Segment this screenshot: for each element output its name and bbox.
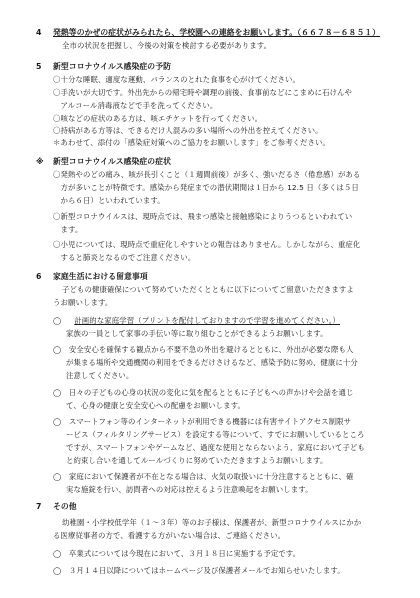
section-6-item: ◯ 日々の子どもの心身の状況の変化に気を配るとともに子どもへの声かけや会話を通じ (53, 388, 354, 397)
section-7-title: その他 (53, 502, 77, 511)
note-section-line: 〇発熱やのどの痛み、咳が長引くこと（１週間前後）が多く、強いだるさ（倦怠感）がある (53, 170, 361, 179)
bullet-icon: ◯ (53, 316, 62, 325)
note-section-line: 〇小児については、現時点で重症化しやすいとの報告はありません。しかしながら、重症化 (53, 240, 361, 249)
note-section-line: すると肺炎となるのでご注意ください。 (53, 253, 196, 262)
note-section-line: 方が多いことが特徴です。感染から発症までの潜伏期間は１日から 12.5 日（多くは５日 (53, 183, 359, 192)
note-section-line: ます。 (53, 225, 83, 234)
section-5-line: 〇十分な睡眠、適度な運動、バランスのとれた食事を心がけてください。 (53, 75, 300, 84)
section-5-number: 5 (36, 62, 42, 71)
section-5-note: ＊あわせて、添付の「感染症対策へのご協力をお願いします」をご参考ください。 (53, 138, 331, 147)
section-7-line: る医療従事者の方で、看護する方がいない場合は、ご連絡ください。 (53, 531, 286, 540)
note-section-title: 新型コロナウイルス感染症の症状 (53, 157, 171, 166)
section-6-intro: 子どもの健康確保について努めていただくとともに以下についてご留意いただきますよ (62, 285, 354, 294)
section-7-line: 幼稚園・小学校低学年（１～３年）等のお子様は、保護者が、新型コロナウイルスにかか (62, 518, 362, 527)
section-6-item-continued: ービス（フィルタリングサービス）を設定する等について、すでにお願いしているところ (66, 430, 365, 439)
home-study-underlined-text: 計画的な家庭学習（プリントを配付しておりますので学習を進めてください。） (74, 316, 340, 325)
section-6-item-continued: 注意してください。 (66, 371, 134, 380)
section-5-line: 〇持病がある方等は、できるだけ人混みの多い場所への外出を控えてください。 (53, 126, 323, 135)
section-6-item: ◯ 安全安心を確保する観点から不要不急の外出を避けるとともに、外出が必要な際も人 (53, 345, 354, 354)
section-5-title: 新型コロナウイルス感染症の予防 (53, 62, 171, 71)
section-5-line: 〇手洗いが大切です。外出先からの帰宅時や調理の前後、食事前などにこまめに石けんや (53, 88, 353, 97)
section-5-line: アルコール消毒液などで手を洗ってください。 (53, 101, 218, 110)
section-7-item: ◯ ３月１４日以降についてはホームページ及び保護者メールでお知らせいたします。 (53, 566, 345, 575)
section-6-item-continued: ですが、スマートフォンやゲームなど、過度な使用とならないよう、家庭において子ども (66, 443, 365, 452)
note-section-line: から６日）といわれています。 (53, 196, 165, 205)
section-6-item-continued: 家族の一員として家事の手伝い等に取り組むことができるようお願いします。 (66, 329, 328, 338)
section-6-item: ◯ スマートフォン等のインターネットが利用できる機器には有害サイトアクセス制限サ (53, 417, 352, 426)
section-6-title: 家庭生活における留意事項 (53, 272, 148, 281)
section-6-item-continued: が集まる場所や交通機関の利用をできるだけさけるなど、感染予防に努め、健康に十分 (66, 358, 358, 367)
section-7-number: 7 (36, 502, 42, 511)
section-7-item: ◯ 卒業式については今現在において、３月１８日に実施する予定です。 (53, 549, 301, 558)
section-4-body: 全市の状況を把握し、今後の対策を検討する必要があります。 (62, 41, 272, 50)
section-6-item (53, 316, 340, 325)
section-6-item-continued: 実な施錠を行い、訪問者への対応は控えるよう注意喚起をお願いします。 (66, 485, 313, 494)
note-section-line: 〇新型コロナウイルスは、現時点では、飛まつ感染と接触感染によりうつるといわれてい (53, 212, 353, 221)
section-4-title: 発熱等のかぜの症状がみられたら、学校園への連絡をお願いします。（６６７８－６８５１） (53, 28, 381, 37)
section-6-intro: うお願いします。 (53, 298, 113, 307)
section-4-number: 4 (36, 28, 42, 37)
note-section-mark: ※ (36, 157, 44, 166)
section-6-number: 6 (36, 272, 42, 281)
section-6-item-continued: と約束し合いを通してルールづくりに努めていただきますようお願いします。 (66, 456, 328, 465)
section-5-line: 〇咳などの症状のある方は、咳エチケットを行ってください。 (53, 114, 263, 123)
section-6-item: ◯ 家庭において保護者が不在となる場合は、火気の取扱いに十分注意するとともに、確 (53, 472, 354, 481)
section-6-item-continued: て、心身の健康と安全安心への配慮をお願いします。 (66, 401, 246, 410)
